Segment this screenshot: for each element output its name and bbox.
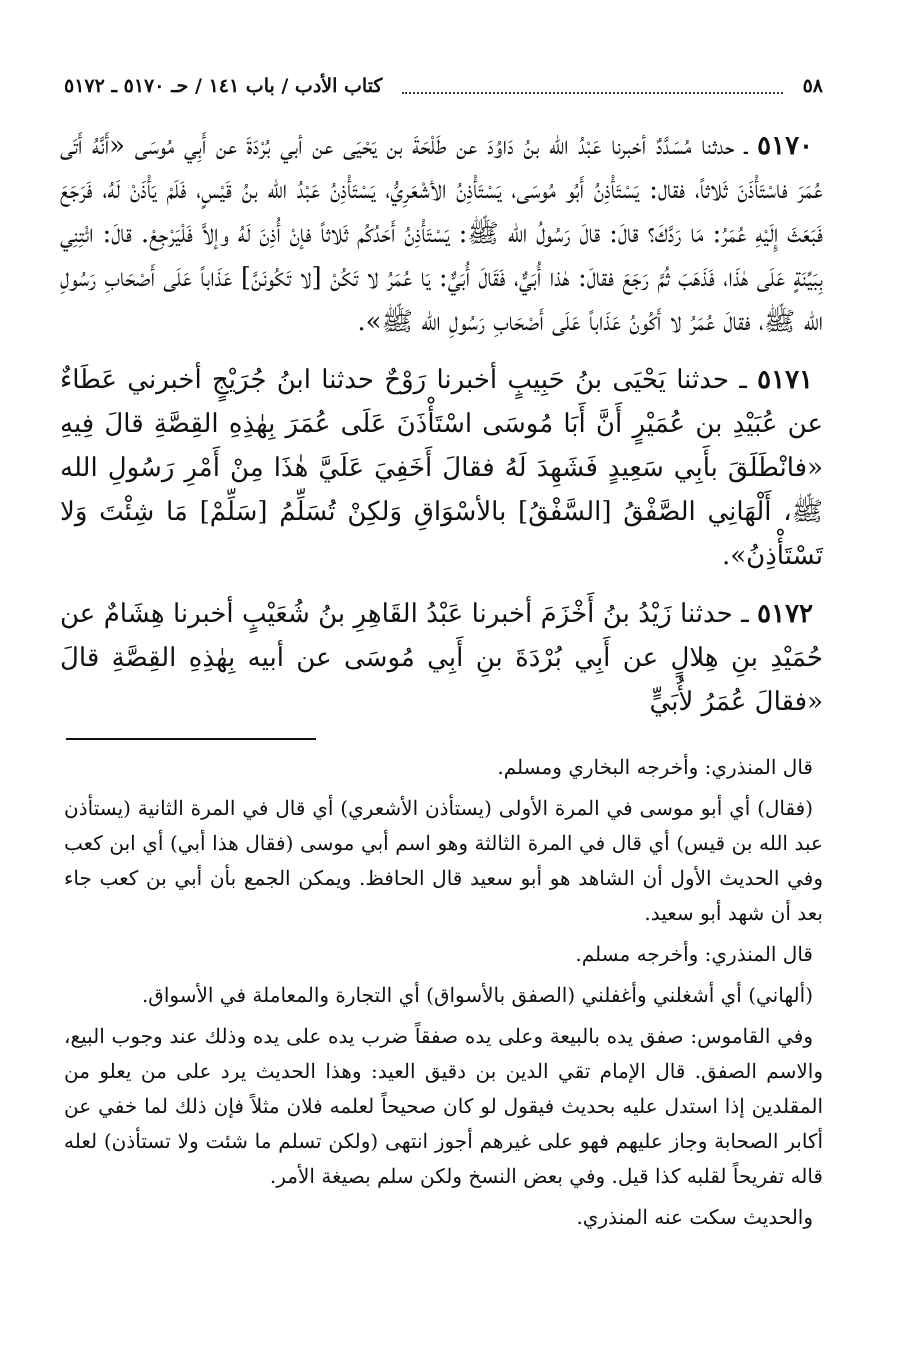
header-dotted-leader: [402, 78, 782, 94]
commentary-section: [64, 750, 823, 1241]
commentary-paragraph: (ألهاني) أي أشغلني وأغفلني (الصفق بالأسواق) أي التجارة والمعاملة في الأسواق.: [141, 983, 813, 1007]
page-number: ٥٨: [802, 75, 823, 97]
commentary-paragraph: قال المنذري: وأخرجه البخاري ومسلم.: [497, 755, 813, 779]
hadith-5170: [60, 124, 823, 344]
hadith-body: ـ حدثنا زَيْدُ بنُ أَخْزَمَ أخبرنا عَبْدُ القَاهِرِ بنُ شُعَيْبٍ أخبرنا هِشَامٌ عن حُمَيْدِ بنِ هِلالٍ عن أَبِي بُرْدَةَ بنِ أَبِي مُوسَى عن أبيه بِهٰذِهِ القِصَّةِ قالَ «فقالَ عُمَرُ لأُبَيٍّ: [60, 599, 823, 717]
commentary-paragraph: قال المنذري: وأخرجه مسلم.: [575, 942, 813, 966]
hadith-text-section: [60, 124, 823, 738]
commentary-paragraph: والحديث سكت عنه المنذري.: [576, 1205, 813, 1229]
running-title: كتاب الأدب / باب ١٤١ / حـ ٥١٧٠ ـ ٥١٧٢: [64, 75, 383, 97]
page-header: [64, 66, 823, 106]
hadith-number: ٥١٧٢: [757, 599, 813, 629]
commentary-paragraph: (فقال) أي أبو موسى في المرة الأولى (يستأذن الأشعري) أي قال في المرة الثانية (يستأذن عبد الله بن قيس) أي قال في المرة الثالثة وهو اسم أبي موسى (فقال هذا أبي) أي ابن كعب وفي الحديث الأول أن الشاهد هو أبو سعيد قال الحافظ. ويمكن الجمع بأن أبي بن كعب جاء بعد أن شهد أبو سعيد.: [64, 796, 823, 925]
hadith-5171: [60, 358, 823, 578]
hadith-number: ٥١٧١: [757, 365, 814, 395]
hadith-number: ٥١٧٠: [757, 131, 814, 161]
hadith-body: ـ حدثنا يَحْيَى بنُ حَبِيبٍ أخبرنا رَوْحٌ حدثنا ابنُ جُرَيْجٍ أخبرني عَطَاءٌ عن عُبَيْدِ بن عُمَيْرٍ أَنَّ أَبَا مُوسَى اسْتَأْذَنَ عَلَى عُمَرَ بِهٰذِهِ القِصَّةِ قالَ فِيهِ «فانْطَلَقَ بأَبِي سَعِيدٍ فَشَهِدَ لَهُ فقالَ أَخَفِيَ عَلَيَّ هٰذَا مِنْ أَمْرِ رَسُولِ الله ﷺ، أَلْهَانِي الصَّفْقُ [السَّفْقُ] بالأسْوَاقِ وَلكِنْ تُسَلِّمُ [سَلِّمْ] مَا شِئْتَ وَلا تَسْتَأْذِنُ».: [60, 365, 823, 571]
hadith-body: ـ حدثنا مُسَدَّدٌ أخبرنا عَبْدُ الله بنُ دَاوُدَ عن طَلْحَةَ بن يَحْيَى عن أبي بُرْدَةَ عن أَبِي مُوسَى «أَنَّهُ أَتَى عُمَرَ فاسْتَأْذَنَ ثَلاثاً، فقال: يَسْتَأْذِنُ أَبُو مُوسَى، يَسْتَأْذِنُ الأشْعَرِيُّ، يَسْتَأْذِنُ عَبْدُ الله بنُ قَيْسٍ، فَلَمْ يَأْذَنْ لَهُ، فَرَجَعَ فَبَعَثَ إِلَيْهِ عُمَرُ: مَا رَدَّكَ؟ قالَ: قالَ رَسُولُ الله ﷺ: يَسْتَأْذِنُ أَحَدُكُم ثَلاثاً فإنْ أُذِنَ لَهُ وإلاَّ فَلْيَرْجِعْ. قالَ: ائْتِنِي بِبَيِّنَةٍ عَلَى هٰذَا، فَذَهَبَ ثُمَّ رَجَعَ فقالَ: هٰذا أُبَيٌّ، فَقَالَ أُبَيٌّ: يَا عُمَرُ لا تَكُنْ [لا تَكُونَنَّ] عَذَاباً عَلَى أَصْحَابِ رَسُولِ الله ﷺ، فقالَ عُمَرُ لا أَكُونُ عَذَاباً عَلَى أَصْحَابِ رَسُولِ الله ﷺ».: [60, 131, 823, 337]
commentary-paragraph: وفي القاموس: صفق يده بالبيعة وعلى يده صفقاً ضرب يده على يده وذلك عند وجوب البيع، والاسم الصفق. قال الإمام تقي الدين بن دقيق العيد: وهذا الحديث يرد على من يعلو من المقلدين إذا استدل عليه بحديث فيقول لو كان صحيحاً لعلمه فلان مثلاً فإن ذلك لما خفي عن أكابر الصحابة وجاز عليهم فهو على غيرهم أجوز انتهى (ولكن تسلم ما شئت ولا تستأذن) لعله قاله تفريحاً لقلبه كذا قيل. وفي بعض النسخ ولكن سلم بصيغة الأمر.: [64, 1024, 823, 1188]
hadith-5172: [60, 592, 823, 724]
footnote-separator: [66, 738, 316, 740]
